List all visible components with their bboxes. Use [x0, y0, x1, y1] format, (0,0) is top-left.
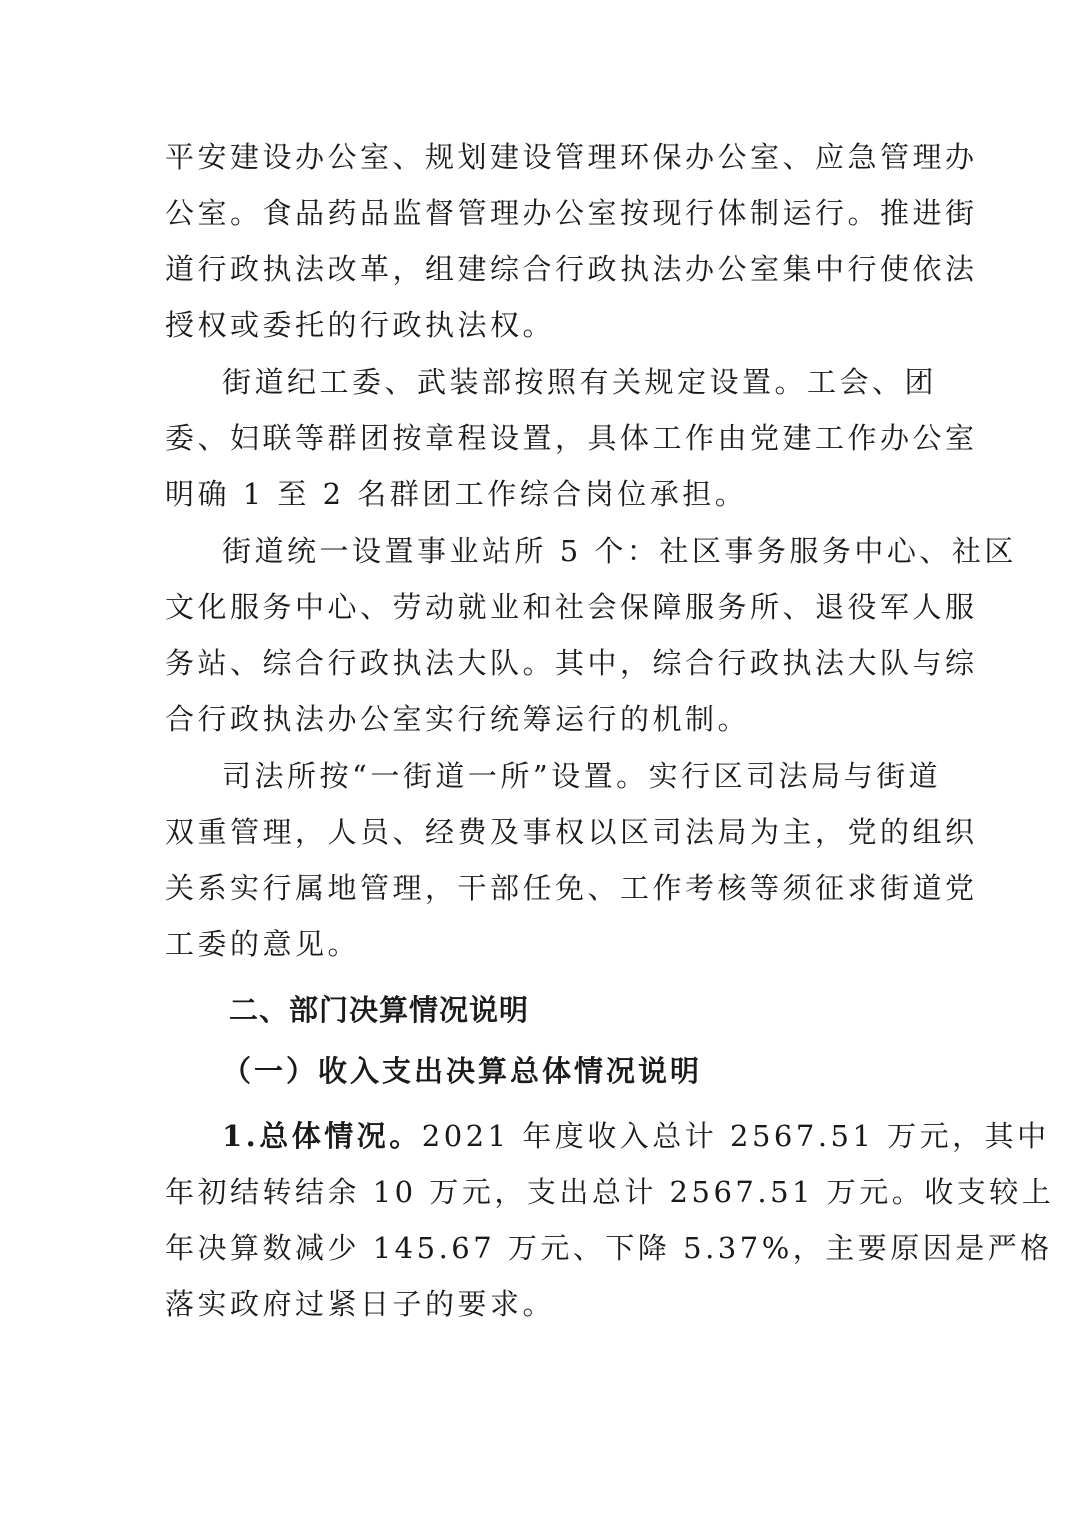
paragraph-5-line-2: 年初结转结余 10 万元，支出总计 2567.51 万元。收支较上 [165, 1175, 1055, 1209]
paragraph-1-line-3: 道行政执法改革，组建综合行政执法办公室集中行使依法 [165, 252, 978, 286]
paragraph-3-line-2: 文化服务中心、劳动就业和社会保障服务所、退役军人服 [165, 590, 978, 624]
subsection-heading: （一）收入支出决算总体情况说明 [222, 1054, 703, 1088]
paragraph-4-line-2: 双重管理，人员、经费及事权以区司法局为主，党的组织 [165, 815, 978, 849]
paragraph-2-line-1: 街道纪工委、武装部按照有关规定设置。工会、团 [222, 365, 938, 399]
section-heading: 二、部门决算情况说明 [229, 993, 530, 1027]
paragraph-3-line-1: 街道统一设置事业站所 5 个：社区事务服务中心、社区 [222, 534, 1017, 568]
paragraph-1-line-4: 授权或委托的行政执法权。 [165, 308, 556, 342]
paragraph-4-line-4: 工委的意见。 [165, 927, 361, 961]
paragraph-1-line-2: 公室。食品药品监督管理办公室按现行体制运行。推进街 [165, 196, 978, 230]
paragraph-2-line-2: 委、妇联等群团按章程设置，具体工作由党建工作办公室 [165, 421, 978, 455]
paragraph-3-line-4: 合行政执法办公室实行统筹运行的机制。 [165, 702, 751, 736]
paragraph-3-line-3: 务站、综合行政执法大队。其中，综合行政执法大队与综 [165, 646, 978, 680]
paragraph-5-lead: 1.总体情况。 [222, 1119, 422, 1153]
paragraph-5-line-3: 年决算数减少 145.67 万元、下降 5.37%，主要原因是严格 [165, 1231, 1053, 1265]
paragraph-5-line-4: 落实政府过紧日子的要求。 [165, 1287, 556, 1321]
paragraph-5-line-1-rest: 2021 年度收入总计 2567.51 万元，其中 [421, 1119, 1050, 1153]
paragraph-5-line-1 [222, 1116, 1050, 1156]
paragraph-4-line-1: 司法所按“一街道一所”设置。实行区司法局与街道 [222, 759, 942, 793]
paragraph-4-line-3: 关系实行属地管理，干部任免、工作考核等须征求街道党 [165, 871, 978, 905]
paragraph-2-line-3: 明确 1 至 2 名群团工作综合岗位承担。 [165, 477, 748, 511]
paragraph-1-line-1: 平安建设办公室、规划建设管理环保办公室、应急管理办 [165, 140, 978, 174]
